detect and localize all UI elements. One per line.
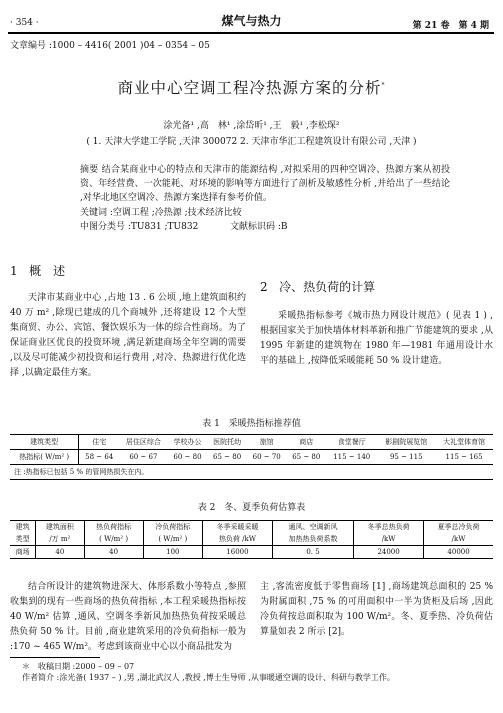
table2-header-cell: 建筑面积	[36, 521, 84, 534]
table2-caption: 表 2 冬、夏季负荷估算表	[197, 503, 306, 513]
table1-note: 注 :热指标已包括 5 % 的管网热损失在内。	[10, 465, 493, 480]
table1-header-cell: 大礼堂体育馆	[435, 435, 493, 450]
table2-cell: 24000	[354, 546, 424, 559]
table1-cell: 115 ~ 165	[435, 450, 493, 465]
table2-cell: 16000	[202, 546, 272, 559]
page-title	[0, 76, 503, 98]
table1-cell: 60 ~ 80	[168, 450, 208, 465]
table2-header-cell: 热负荷 /kW	[202, 533, 272, 546]
table1-row	[10, 450, 493, 465]
title-text: 商业中心空调工程冷热源方案的分析	[117, 79, 382, 97]
table2-header-cell: /万 m²	[36, 533, 84, 546]
section2-title: 冷、热负荷的计算	[279, 280, 376, 294]
bottom-right-text	[260, 580, 493, 640]
table2-header-cell: 通风、空调新风	[273, 521, 354, 534]
table1-header-cell: 影剧院展览馆	[377, 435, 435, 450]
section1-heading	[10, 262, 65, 279]
footnote-rule	[10, 657, 100, 658]
bottom-left-text	[10, 580, 246, 655]
table1-note-row	[10, 465, 493, 480]
table1-header-cell: 学校办公	[168, 435, 208, 450]
section2-number: 2	[260, 280, 268, 294]
table1-header-cell: 医院托幼	[207, 435, 247, 450]
affiliation: ( 1. 天津大学建工学院 ,天津 300072 2. 天津市华汇工程建筑设计有限公司 ,天津 )	[86, 137, 417, 147]
section2-paragraph: 采暖热指标参考《城市热力网设计规范》( 见表 1 ) ,根据国家关于加快墙体材料革新和推广节能建筑的要求 ,从 1995 年新建的建筑物在 1980 年—1981 年通用设计水平的基础上 ,按降低采暖能耗 50 % 设计建造。	[260, 311, 493, 366]
volume-issue: 第 21 卷 第 4 期	[412, 21, 489, 31]
table1-cell: 115 ~ 140	[326, 450, 377, 465]
table1-header-cell: 商店	[286, 435, 326, 450]
table2-header-cell: ( W/m² )	[84, 533, 143, 546]
section1-body	[10, 291, 246, 381]
page-number: · 354 ·	[10, 18, 39, 28]
table2-header-cell: 类型	[15, 535, 30, 543]
table1-cell: 60 ~ 67	[119, 450, 168, 465]
table2-cell: 40	[36, 546, 84, 559]
table1-header-cell: 食堂餐厅	[326, 435, 377, 450]
table2-header-cell: /kW	[424, 533, 493, 546]
table1-header-cell: 居住区综合	[119, 435, 168, 450]
table1-header-cell: 住宅	[79, 435, 119, 450]
table2-cell: 100	[143, 546, 202, 559]
header-rule	[8, 32, 494, 34]
table2-header-row	[10, 533, 493, 546]
table1-cell: 热指标( W/m² )	[10, 450, 79, 465]
table1-cell: 65 ~ 80	[207, 450, 247, 465]
table1-cell: 65 ~ 80	[286, 450, 326, 465]
table2-header-cell: /kW	[354, 533, 424, 546]
table2-header-cell: ( W/m² )	[143, 533, 202, 546]
table1-cell: 58 ~ 64	[79, 450, 119, 465]
table1-caption: 表 1 采暖热指标推荐值	[202, 419, 301, 429]
table2-header-cell: 冬季总热负荷	[354, 521, 424, 534]
section2-heading	[260, 278, 375, 295]
table1-header-cell: 旅馆	[247, 435, 287, 450]
section1-number: 1	[10, 264, 18, 278]
table2-header-cell: 夏季总冷负荷	[424, 521, 493, 534]
title-footnote-mark: *	[381, 81, 386, 89]
bottom-right-paragraph: 主 ,客流密度低于零售商场 [1] ,商场建筑总面积的 25 % 为附属面积 ,75 % 的可用面积中一半为货柜及后场 ,因此冷负荷按总面积取为 100 W/m²。冬、夏季热、冷负荷估算量如表 2 所示 [2]。	[260, 582, 493, 637]
received-date: ＊ 收稿日期 :2000 – 09 – 07	[22, 662, 135, 671]
table2-row	[10, 546, 493, 559]
table2	[10, 520, 493, 559]
table2-cell: 40	[84, 546, 143, 559]
table2-header-cell: 热负荷指标	[84, 521, 143, 534]
bottom-left-paragraph: 结合所设计的建筑物进深大、体形系数小等特点 ,参照收集到的现有一些商场的热负荷指标 ,本工程采暖热指标按 40 W/m² 估算 ,通风、空调冬季新风加热热负荷按采暖总热负荷 50 % 计。目前 ,商业建筑采用的冷负荷指标一般为 :170 ~ 465 W/m²。考虑到该商业中心以小商品批发为	[10, 582, 246, 652]
article-number: 文章编号 :1000 – 4416( 2001 )04 – 0354 – 05	[10, 41, 210, 51]
table2-header-cell: 冷负荷指标	[143, 521, 202, 534]
journal-name: 煤气与热力	[221, 14, 282, 28]
table2-header-cell: 冬季采暖采暖	[202, 521, 272, 534]
table1	[10, 434, 493, 480]
table2-header-cell: 加热热负荷系数	[273, 533, 354, 546]
table2-cell: 0. 5	[273, 546, 354, 559]
table1-cell: 60 ~ 70	[247, 450, 287, 465]
table2-header-row	[10, 521, 493, 534]
author-bio: 作者简介 :涂光备( 1937 – ) ,男 ,湖北武汉人 ,教授 ,博士生导师 ,从事暖通空调的设计、科研与教学工作。	[22, 673, 395, 682]
abstract: 摘要 结合某商业中心的特点和天津市的能源结构 ,对拟采用的四种空调冷、热源方案从初投资、年经营费、一次能耗、对环境的影响等方面进行了剖析及敏感性分析 ,并给出了一些结论 ,对华北地区空调冷、热源方案选择有参考价值。	[80, 165, 450, 203]
classification-number: 中图分类号 :TU831 ;TU832	[80, 222, 199, 232]
table1-header-row	[10, 435, 493, 450]
section1-paragraph: 天津市某商业中心 ,占地 13 . 6 公顷 ,地上建筑面积约 40 万 m² ,除现已建成的几个商城外 ,还将建设 12 个大型集商贸、办公、宾馆、餐饮娱乐为一体的综合性商场。为了保证商业区优良的投资环境 ,满足新建商场全年空调的需要 ,以及尽可能减少初投资和运行费用 ,对冷、热源进行优化选择 ,以确定最佳方案。	[10, 293, 246, 378]
table2-cell: 商场	[10, 546, 36, 559]
document-code: 文献标识码 :B	[230, 222, 288, 232]
section1-title: 概 述	[29, 264, 66, 278]
keywords: 关键词 :空调工程 ;冷热源 ;技术经济比较	[80, 208, 242, 218]
table1-header-cell: 建筑类型	[10, 435, 79, 450]
table2-header-cell: 建筑	[10, 521, 36, 534]
section2-body	[260, 309, 493, 369]
authors: 涂光备¹ ,高 林¹ ,涂岱昕¹ ,王 毅¹ ,李松琛²	[163, 121, 340, 131]
table1-cell: 95 ~ 115	[377, 450, 435, 465]
table2-cell: 40000	[424, 546, 493, 559]
